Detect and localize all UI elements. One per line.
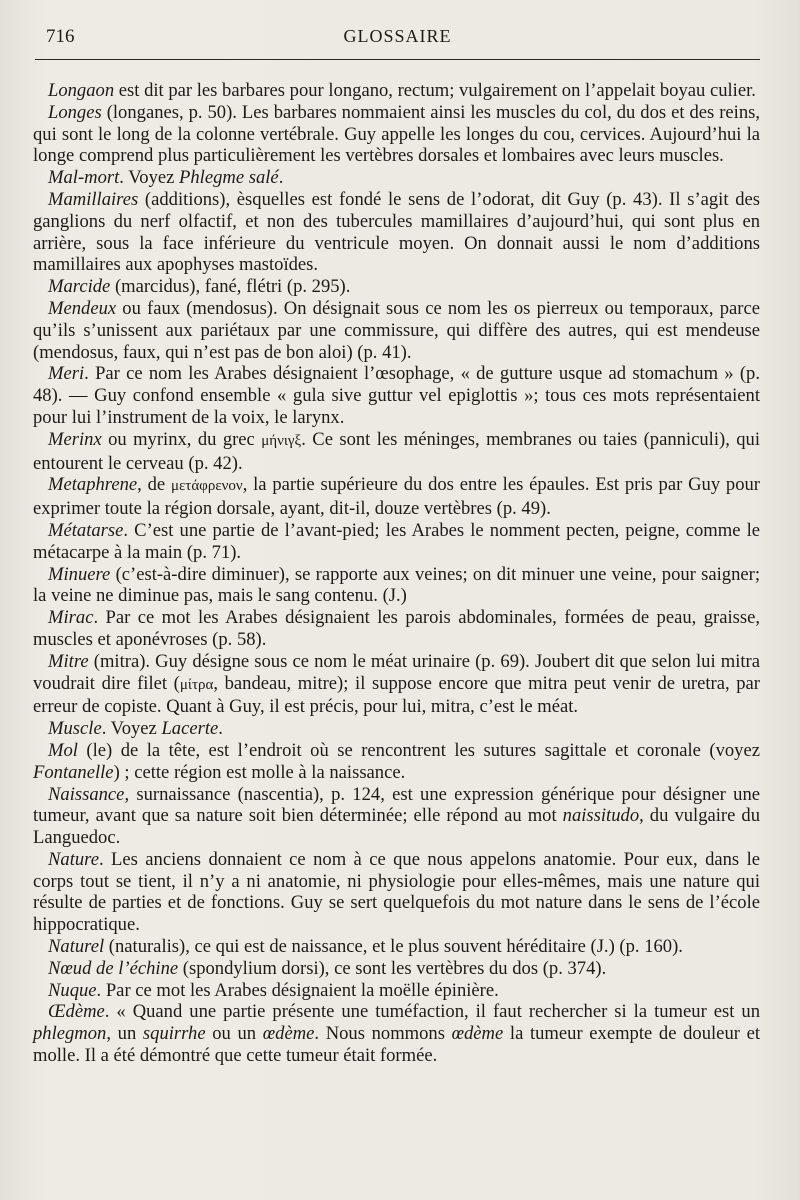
entry-term: Mirac [48, 607, 94, 629]
entry-term: Naturel [48, 936, 105, 958]
entry-term: Mamillaires [48, 188, 139, 210]
entry-tail: , la partie supérieure du dos entre les épaules. Est pris par Guy pour exprimer toute la région dorsale, ayant, dit-il, douze vertèbres (p. 49). [33, 474, 760, 520]
entry-term: Nature [48, 848, 99, 870]
entry-term: Marcide [48, 276, 111, 298]
glossary-entry-mal-mort [33, 167, 760, 189]
glossary-entry-longes [33, 102, 760, 167]
entry-definition: est dit par les barbares pour longano, rectum; vulgairement on l’appelait boyau culier. [114, 80, 756, 101]
glossary-entry-nuque [33, 980, 760, 1002]
glossary-entry-naissance [33, 784, 760, 849]
entry-emphasis: squirrhe [142, 1023, 206, 1045]
entry-term: Mol [48, 739, 78, 761]
glossary-entry-mendeux [33, 298, 760, 363]
glossary-entry-merinx [33, 429, 760, 475]
running-title: GLOSSAIRE [343, 26, 452, 46]
entry-cross-reference: Phlegme salé [179, 167, 279, 189]
entry-term: Nœud de l’échine [48, 957, 179, 979]
entry-tail: la tumeur exempte de douleur et molle. Il a été démontré que cette tumeur était formée. [33, 1023, 761, 1067]
entry-term: Meri [48, 363, 85, 385]
glossary-entry-metatarse [33, 520, 760, 564]
entry-definition: (c’est-à-dire diminuer), se rapporte aux veines; on dit minuer une veine, pour saigner; la veine ne diminue pas, mais le sang contenu. (J.) [33, 563, 760, 607]
entry-term: Mitre [48, 650, 89, 672]
entry-emphasis: œdème [262, 1023, 315, 1045]
entry-definition: . Voyez [119, 167, 180, 189]
entry-tail: . [218, 718, 223, 740]
entry-definition: (mitra). Guy désigne sous ce nom le méat urinaire (p. 69). Joubert dit que selon lui mitra voudrait dire filet ( [33, 650, 760, 694]
entry-term: Muscle [48, 718, 102, 740]
entry-term: Nuque [48, 979, 97, 1001]
glossary-entry-mamillaires [33, 189, 760, 276]
entry-definition: (longanes, p. 50). Les barbares nommaient ainsi les muscles du col, du dos et des reins, qui sont le long de la colonne vertébrale. Guy appelle les longes du cou, cervices. Aujourd’hui la longe comprend plus particulièrement les vertèbres dorsales et lombaires avec leurs muscles. [33, 101, 760, 167]
entry-definition: (spondylium dorsi), ce sont les vertèbres du dos (p. 374). [178, 957, 607, 979]
entry-term: Minuere [48, 563, 111, 585]
entry-tail: , bandeau, mitre); il suppose encore que mitra peut venir de uretra, par erreur de copiste. Quant à Guy, il est précis, pour lui, mitra, c’est le méat. [33, 672, 760, 718]
entry-definition: , de [137, 474, 171, 496]
entry-definition: (le) de la tête, est l’endroit où se rencontrent les sutures sagittale et coronale (voyez [77, 739, 760, 761]
entry-cross-reference: naissitudo [562, 805, 640, 827]
entry-tail: . Ce sont les méninges, membranes ou taies (panniculi), qui entourent le cerveau (p. 42). [33, 428, 760, 474]
glossary-entry-meri [33, 363, 760, 428]
entry-definition: (additions), èsquelles est fondé le sens de l’odorat, dit Guy (p. 43). Il s’agit des ganglions du nerf olfactif, et non des tubercules mamillaires d’aujourd’hui, qui sont plus en arrière, sous la face inférieure du ventricule moyen. On donnait aussi le nom d’additions mamillaires aux apophyses mastoïdes. [33, 188, 760, 276]
entry-tail: ou un [205, 1023, 263, 1045]
entry-term: Mal-mort [48, 167, 120, 189]
entry-definition: (naturalis), ce qui est de naissance, et le plus souvent héréditaire (J.) (p. 160). [104, 936, 683, 958]
glossary-entry-naturel [33, 936, 760, 958]
entry-tail: . [278, 167, 284, 189]
entry-definition: , surnaissance (nascentia), p. 124, est une expression générique pour désigner une tumeur, avant que sa nature soit bien déterminée; elle répond au mot [33, 783, 760, 827]
entry-definition: . Les anciens donnaient ce nom à ce que nous appelons anatomie. Pour eux, dans le corps tout se tient, il n’y a ni anatomie, ni physiologie pour elles-mêmes, mais une nature qui résulte de parties et de fonctions. Guy se sert quelquefois du mot nature dans le sens de l’école hippocratique. [33, 848, 760, 936]
glossary-entry-marcide [33, 276, 760, 298]
glossary-entry-minuere [33, 564, 760, 608]
glossary-entry-longaon [33, 80, 760, 102]
entry-definition: . C’est une partie de l’avant-pied; les Arabes le nomment pecten, peigne, comme le métacarpe à la main (p. 71). [33, 519, 760, 563]
greek-word: μετάφρενον [170, 478, 243, 495]
glossary-entry-mol [33, 740, 760, 784]
entry-term: Longaon [48, 80, 115, 101]
entry-definition: . Par ce mot les Arabes désignaient la moëlle épinière. [96, 979, 499, 1001]
entry-definition: . Voyez [101, 718, 162, 740]
page-header [35, 26, 760, 52]
entry-term: Metaphrene [48, 474, 138, 496]
entry-definition: ou myrinx, du grec [101, 428, 262, 450]
page-number: 716 [46, 26, 75, 47]
greek-word: μήνιγξ [261, 432, 302, 449]
glossary-entry-mitre [33, 651, 760, 718]
glossary-entry-muscle [33, 718, 760, 740]
entry-term: Métatarse [48, 519, 124, 541]
entry-tail: , un [106, 1023, 143, 1045]
entry-tail: ) ; cette région est molle à la naissance. [113, 761, 406, 783]
entry-term: Merinx [48, 428, 102, 450]
glossary-entry-mirac [33, 607, 760, 651]
glossary-entry-metaphrene [33, 474, 760, 520]
entry-emphasis: œdème [451, 1023, 504, 1045]
entry-tail: . Nous nommons [314, 1023, 452, 1045]
greek-word: μίτρα [179, 676, 214, 693]
entry-term: Naissance [48, 783, 125, 805]
entry-tail: , du vulgaire du Languedoc. [33, 805, 760, 849]
header-rule [35, 59, 760, 60]
entry-definition: (marcidus), fané, flétri (p. 295). [110, 276, 351, 298]
glossary-entry-nature [33, 849, 760, 936]
glossary-text [33, 80, 760, 1067]
entry-cross-reference: Fontanelle [33, 761, 114, 783]
glossary-entry-oedeme [33, 1001, 760, 1066]
entry-definition: . « Quand une partie présente une tuméfaction, il faut rechercher si la tumeur est un [104, 1001, 760, 1023]
entry-cross-reference: Lacerte [161, 718, 219, 740]
entry-definition: . Par ce nom les Arabes désignaient l’œsophage, « de gutture usque ad stomachum » (p. 48). — Guy confond ensemble « gula sive guttur vel epiglottis »; tous ces mots représentaient pour lui l’instrument de la voix, le larynx. [33, 363, 760, 428]
glossary-entry-noeud-de-l-echine [33, 958, 760, 980]
entry-definition: . Par ce mot les Arabes désignaient les parois abdominales, formées de peau, graisse, muscles et aponévroses (p. 58). [33, 607, 760, 650]
entry-term: Œdème [48, 1001, 105, 1023]
entry-definition: ou faux (mendosus). On désignait sous ce nom les os pierreux ou temporaux, parce qu’ils s’unissent aux pariétaux par une commissure, qui diffère des autres, qui est mendeuse (mendosus, faux, qui n’est pas de bon aloi) (p. 41). [33, 297, 760, 363]
entry-term: Mendeux [48, 297, 117, 319]
entry-term: Longes [48, 101, 102, 123]
entry-emphasis: phlegmon [33, 1023, 107, 1045]
